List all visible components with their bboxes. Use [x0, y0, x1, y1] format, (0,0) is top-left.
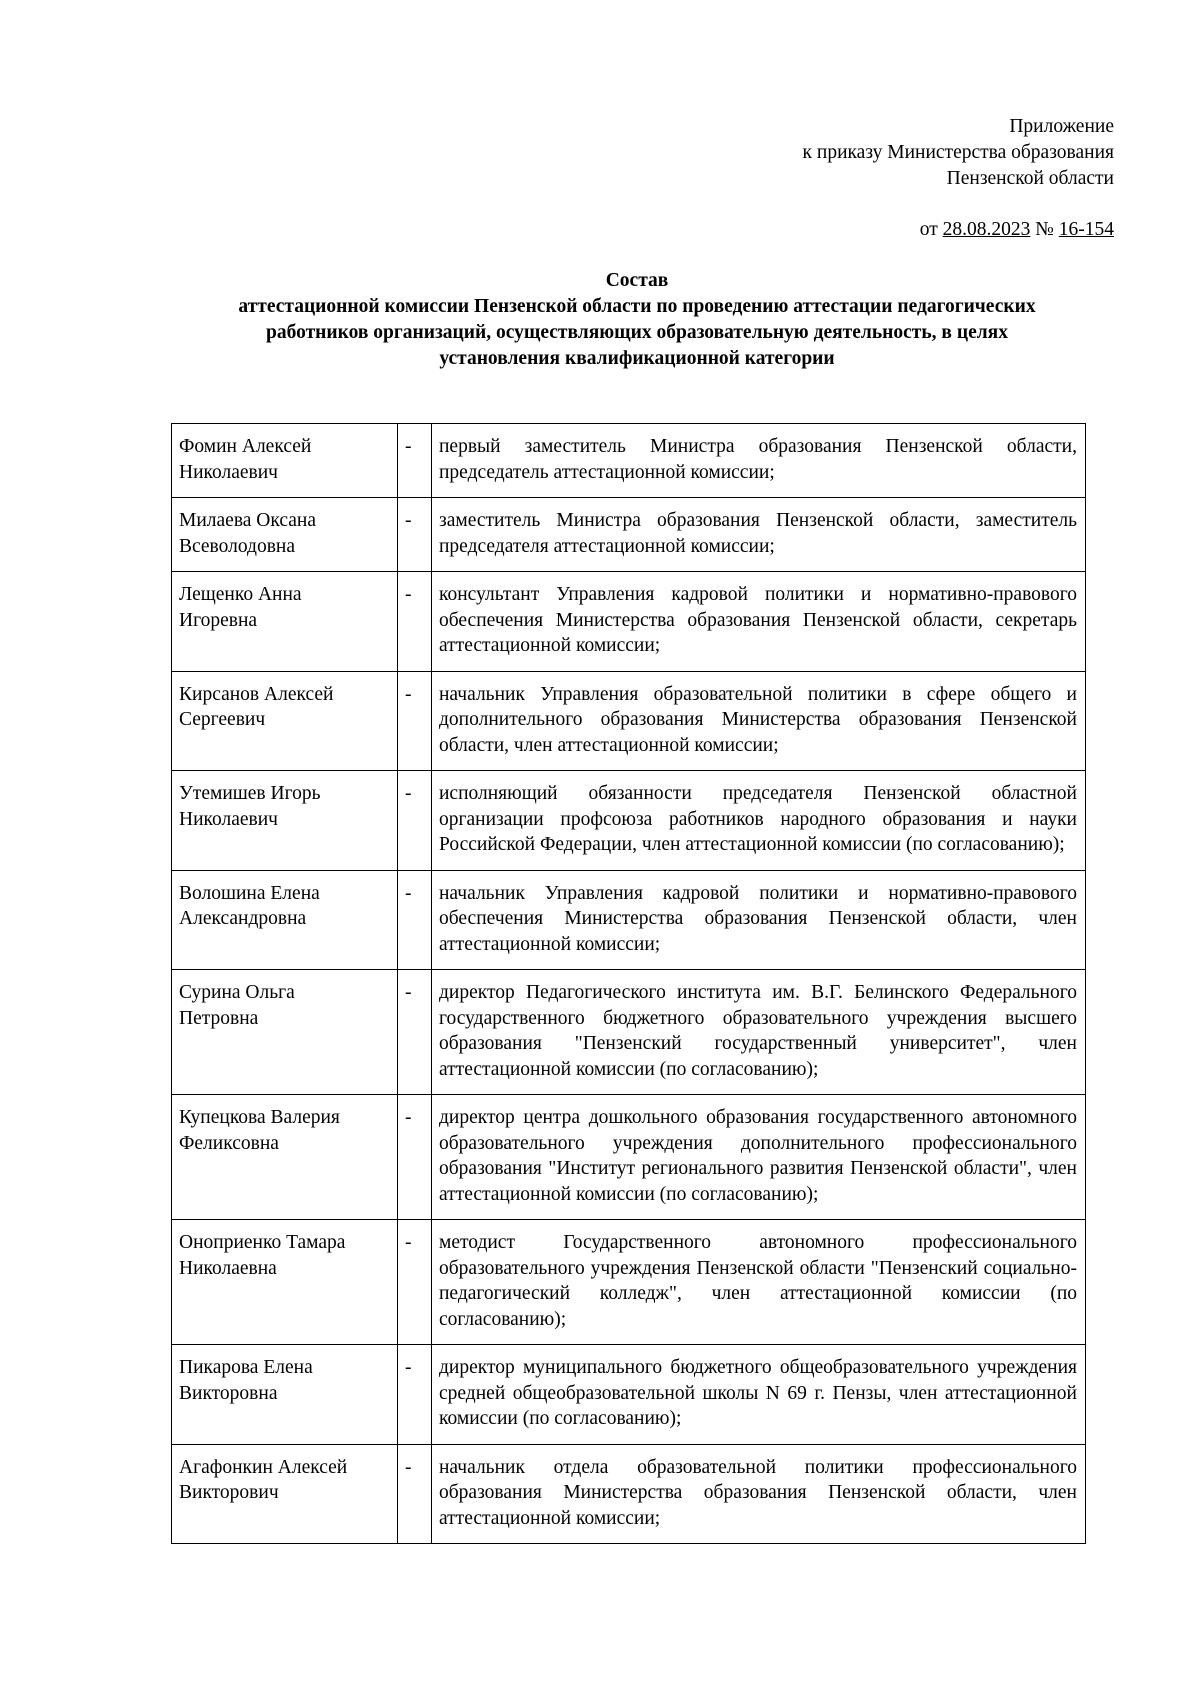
member-row — [172, 870, 1086, 970]
member-row — [172, 572, 1086, 672]
title-line-1: аттестационной комиссии Пензенской области по проведению аттестации педагогических — [238, 296, 1036, 317]
member-patronymic: Сергеевич — [179, 709, 266, 730]
member-name-cell — [172, 498, 398, 572]
member-name-cell — [172, 1345, 398, 1445]
member-name-cell — [172, 870, 398, 970]
title-heading: Состав — [605, 270, 669, 291]
member-dash: - — [398, 1444, 432, 1544]
order-reference — [920, 217, 1114, 243]
member-patronymic: Александровна — [179, 908, 307, 929]
member-surname-name: Фомин Алексей — [179, 436, 312, 457]
member-dash: - — [398, 671, 432, 771]
member-row — [172, 671, 1086, 771]
member-name-cell — [172, 771, 398, 871]
member-role: первый заместитель Министра образования Пензенской области, председатель аттестационной комиссии; — [432, 424, 1086, 498]
member-patronymic: Всеволодовна — [179, 535, 296, 557]
title-line-3: установления квалификационной категории — [439, 348, 835, 369]
member-role: консультант Управления кадровой политики и нормативно-правового обеспечения Министерства образования Пензенской области, секретарь аттестационной комиссии; — [432, 572, 1086, 672]
member-name-cell — [172, 970, 398, 1095]
member-patronymic: Николаевич — [179, 808, 278, 830]
document-title — [172, 268, 1102, 372]
member-dash: - — [398, 424, 432, 498]
member-role: исполняющий обязанности председателя Пензенской областной организации профсоюза работников народного образования и науки Российской Федерации, член аттестационной комиссии (по согласованию); — [432, 771, 1086, 871]
member-surname-name: Сурина Ольга — [179, 982, 295, 1003]
member-role: директор муниципального бюджетного общеобразовательного учреждения средней общеобразовательной школы N 69 г. Пензы, член аттестационной комиссии (по согласованию); — [432, 1345, 1086, 1445]
appendix-line-3: Пензенской области — [946, 168, 1114, 189]
member-patronymic: Викторович — [179, 1482, 279, 1503]
member-patronymic: Николаевич — [179, 461, 278, 483]
title-line-2: работников организаций, осуществляющих образовательную деятельность, в целях — [266, 322, 1008, 343]
member-name-cell — [172, 572, 398, 672]
member-role: начальник отдела образовательной политики профессионального образования Министерства образования Пензенской области, член аттестационной комиссии; — [432, 1444, 1086, 1544]
member-surname-name: Оноприенко Тамара — [179, 1232, 346, 1253]
member-name-cell — [172, 424, 398, 498]
member-role: начальник Управления кадровой политики и нормативно-правового обеспечения Министерства образования Пензенской области, член аттестационной комиссии; — [432, 870, 1086, 970]
member-dash: - — [398, 498, 432, 572]
order-number: 16-154 — [1058, 219, 1114, 240]
member-surname-name: Кирсанов Алексей — [179, 683, 334, 705]
order-date: 28.08.2023 — [942, 219, 1031, 240]
member-dash: - — [398, 970, 432, 1095]
member-row — [172, 771, 1086, 871]
member-patronymic: Викторовна — [179, 1382, 278, 1404]
member-dash: - — [398, 1345, 432, 1445]
order-number-sign: № — [1035, 219, 1054, 240]
order-prefix: от — [919, 219, 938, 240]
commission-members-table — [171, 423, 1086, 1544]
members-table-body — [172, 424, 1086, 1544]
member-name-cell — [172, 1220, 398, 1345]
member-row — [172, 1095, 1086, 1220]
member-patronymic: Игоревна — [179, 609, 258, 631]
member-role: директор центра дошкольного образования государственного автономного образовательного учреждения дополнительного профессионального образования "Институт регионального развития Пензенской области", член аттестационной комиссии (по согласованию); — [432, 1095, 1086, 1220]
member-patronymic: Николаевна — [179, 1257, 277, 1279]
member-dash: - — [398, 771, 432, 871]
member-role: заместитель Министра образования Пензенской области, заместитель председателя аттестационной комиссии; — [432, 498, 1086, 572]
member-role: методист Государственного автономного профессионального образовательного учреждения Пензенской области "Пензенский социально-педагогический колледж", член аттестационной комиссии (по согласованию); — [432, 1220, 1086, 1345]
member-row — [172, 498, 1086, 572]
member-row — [172, 424, 1086, 498]
member-surname-name: Волошина Елена — [179, 882, 320, 904]
member-name-cell — [172, 671, 398, 771]
appendix-line-2: к приказу Министерства образования — [802, 142, 1114, 163]
member-row — [172, 1444, 1086, 1544]
member-dash: - — [398, 1095, 432, 1220]
appendix-line-1: Приложение — [1009, 116, 1114, 137]
member-row — [172, 1220, 1086, 1345]
member-dash: - — [398, 572, 432, 672]
member-surname-name: Купецкова Валерия — [179, 1107, 340, 1128]
member-patronymic: Феликсовна — [179, 1132, 279, 1154]
member-surname-name: Лещенко Анна — [179, 584, 302, 605]
member-surname-name: Пикарова Елена — [179, 1357, 313, 1378]
member-surname-name: Утемишев Игорь — [179, 783, 321, 804]
appendix-header — [803, 114, 1114, 192]
member-role: директор Педагогического института им. В.Г. Белинского Федерального государственного бюджетного образовательного учреждения высшего образования "Пензенский государственный университет", член аттестационной комиссии (по согласованию); — [432, 970, 1086, 1095]
member-name-cell — [172, 1095, 398, 1220]
member-dash: - — [398, 1220, 432, 1345]
member-patronymic: Петровна — [179, 1007, 259, 1029]
member-surname-name: Милаева Оксана — [179, 510, 317, 531]
member-role: начальник Управления образовательной политики в сфере общего и дополнительного образования Министерства образования Пензенской области, член аттестационной комиссии; — [432, 671, 1086, 771]
member-row — [172, 1345, 1086, 1445]
member-row — [172, 970, 1086, 1095]
member-dash: - — [398, 870, 432, 970]
member-name-cell — [172, 1444, 398, 1544]
member-surname-name: Агафонкин Алексей — [179, 1456, 348, 1478]
